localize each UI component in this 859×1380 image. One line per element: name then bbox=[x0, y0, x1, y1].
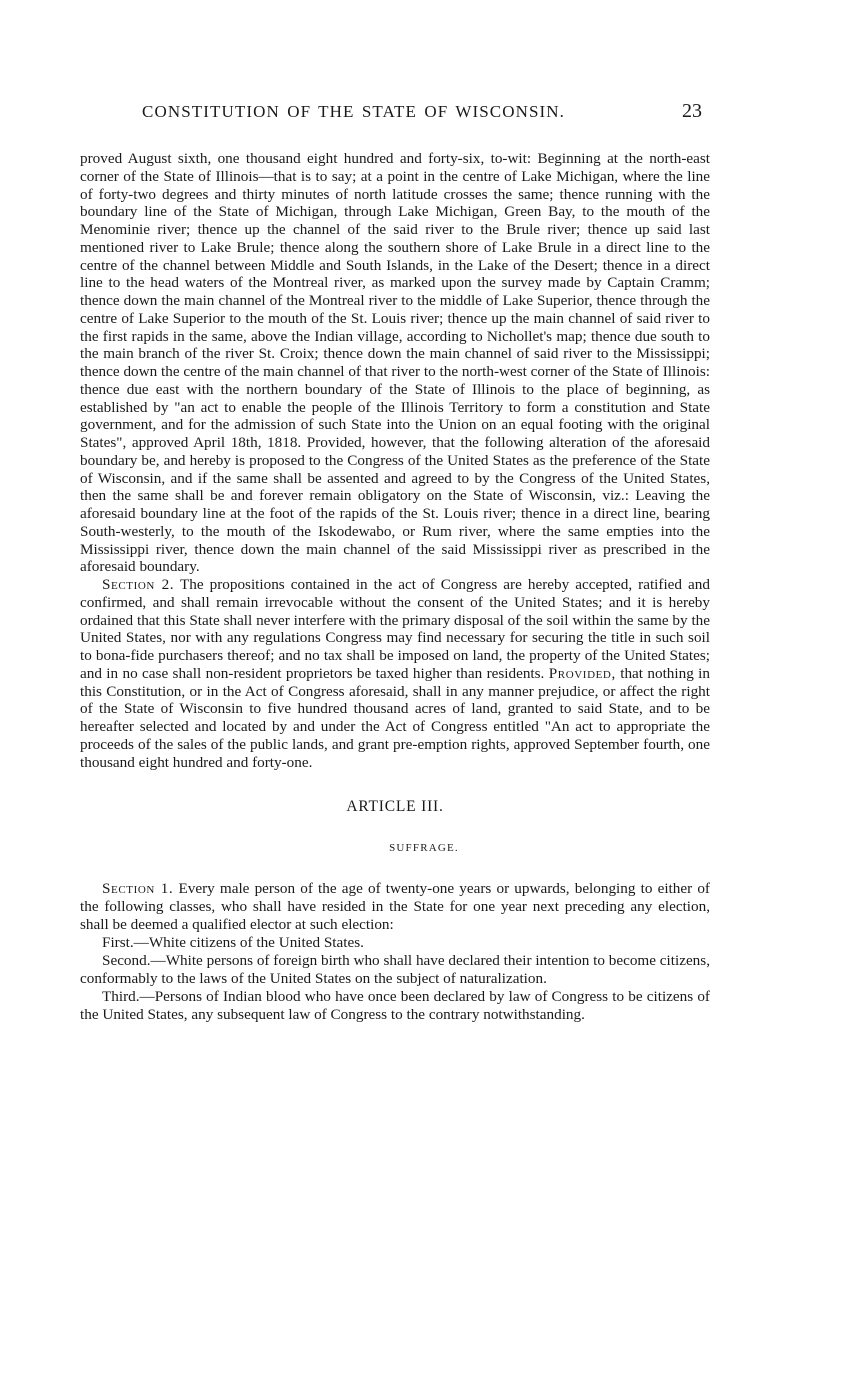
clause-second: Second.—White persons of foreign birth who shall have declared their intention to become citizens, conformably to the laws of the United States on the subject of naturalization. bbox=[80, 951, 710, 987]
page-body bbox=[80, 150, 710, 1024]
article-body bbox=[80, 880, 710, 1024]
section-2-text-after: that nothing in this Constitution, or in the Act of Congress aforesaid, shall in any manner prejudice, or affect the right of the State of Wisconsin to five hundred thousand acres of land, granted to said State, and to be hereafter selected and located by and under the Act of Congress entitled "An act to appropriate the proceeds of the sales of the public lands, and grant pre-emption rights, approved September fourth, one thousand eight hundred and forty-one. bbox=[80, 664, 710, 771]
article-title: ARTICLE III. bbox=[346, 798, 444, 816]
article-section-1-text: Every male person of the age of twenty-one years or upwards, belonging to either of the following classes, who shall have resided in the State for one year next preceding any election, shall be deemed a qualified elector at such election: bbox=[80, 879, 710, 933]
running-head bbox=[80, 100, 710, 130]
section-2-paragraph bbox=[80, 576, 710, 771]
article-subtitle: SUFFRAGE. bbox=[389, 842, 459, 854]
article-section-1-paragraph bbox=[80, 880, 710, 934]
clause-first: First.—White citizens of the United States. bbox=[102, 933, 364, 951]
page-number: 23 bbox=[682, 100, 702, 122]
continued-paragraph: proved August sixth, one thousand eight hundred and forty-six, to-wit: Beginning at the north-east corner of the State of Illinois—that is to say; at a point in the centre of Lake Michigan, where the line of forty-two degrees and thirty minutes of north latitude crosses the same; thence running with the boundary line of the State of Michigan, through Lake Michigan, Green Bay, to the mouth of the Menominie river; thence up the channel of the said river to the Brule river; thence up said last mentioned river to Lake Brule; thence along the southern shore of Lake Brule in a direct line to the centre of the channel between Middle and South Islands, in the Lake of the Desert; thence in a direct line to the head waters of the Montreal river, as marked upon the survey made by Captain Cramm; thence down the main channel of the Montreal river to the middle of Lake Superior, thence through the centre of Lake Superior to the mouth of the St. Louis river; thence up the main channel of said river to the first rapids in the same, above the Indian village, according to Nichollet's map; thence due south to the main branch of the river St. Croix; thence down the main channel of said river to the Mississippi; thence down the centre of the main channel of that river to the north-west corner of the State of Illinois: thence due east with the northern boundary of the State of Illinois to the place of beginning, as established by "an act to enable the people of the Illinois Territory to form a constitution and State government, and for the admission of such State into the Union on an equal footing with the original States", approved April 18th, 1818. Provided, however, that the following alteration of the aforesaid boundary be, and hereby is proposed to the Congress of the United States as the preference of the State of Wisconsin, and if the same shall be assented and agreed to by the Congress of the United States, then the same shall be and forever remain obligatory on the State of Wisconsin, viz.: Leaving the aforesaid boundary line at the foot of the rapids of the St. Louis river; thence in a direct line, bearing South-westerly, to the mouth of the Iskodewabo, or Rum river, where the same empties into the Mississippi river, thence down the main channel of the said Mississippi river as prescribed in the aforesaid boundary. bbox=[80, 150, 710, 576]
article-section-1-label: Section 1. bbox=[102, 879, 174, 897]
clause-third: Third.—Persons of Indian blood who have once been declared by law of Congress to be citizens of the United States, any subsequent law of Congress to the contrary notwithstanding. bbox=[80, 987, 710, 1023]
running-title: CONSTITUTION OF THE STATE OF WISCONSIN. bbox=[142, 102, 566, 121]
section-2-provided: Provided, bbox=[548, 664, 616, 682]
section-2-text-before: The propositions contained in the act of Congress are hereby accepted, ratified and confirmed, and shall remain irrevocable without the consent of the United States; and it is hereby ordained that this State shall never interfere with the primary disposal of the soil within the same by the United States, nor with any regulations Congress may find necessary for securing the title in such soil to bona-fide purchasers thereof; and no tax shall be imposed on land, the property of the United States; and in no case shall non-resident proprietors be taxed higher than residents. bbox=[80, 576, 710, 682]
section-2-label: Section 2. bbox=[102, 576, 175, 593]
